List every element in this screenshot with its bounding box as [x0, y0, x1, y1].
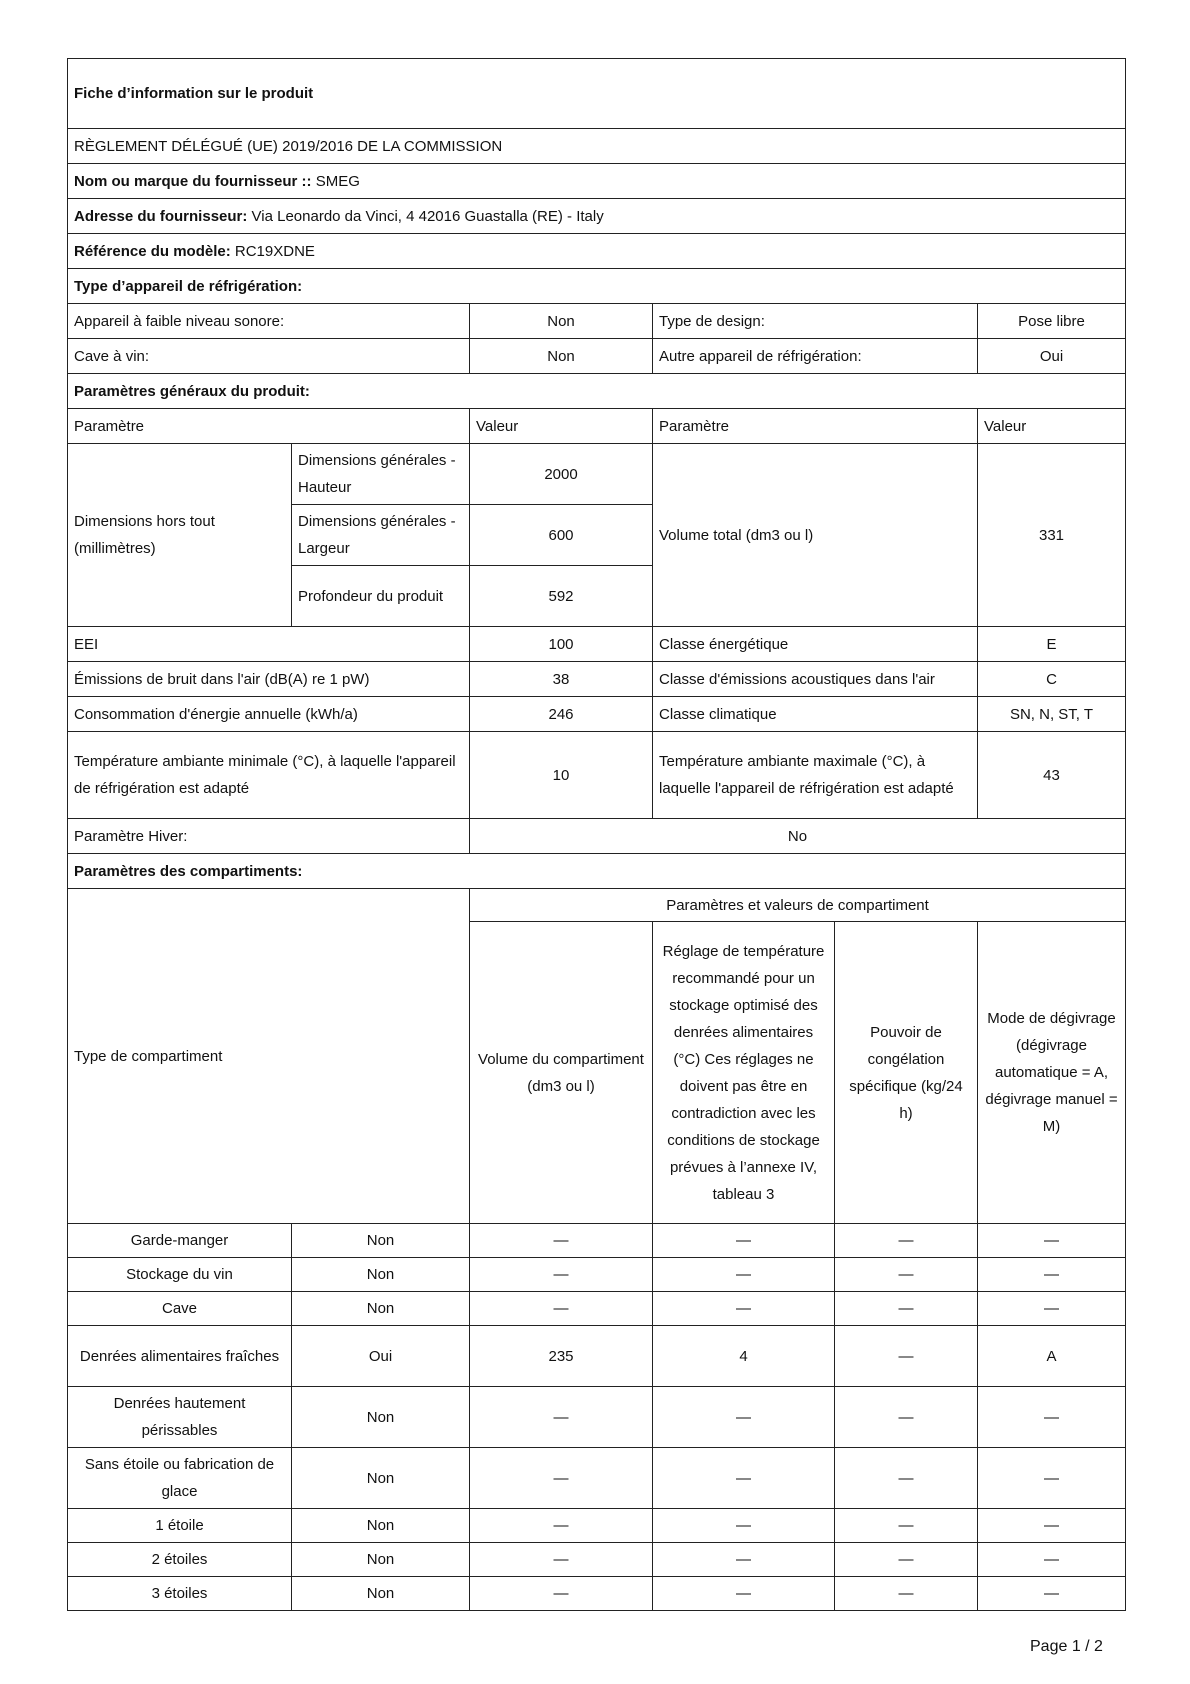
- compartment-volume: —: [470, 1448, 653, 1509]
- compartment-volume: —: [470, 1543, 653, 1577]
- width-value: 600: [470, 505, 653, 566]
- table-row: [68, 1258, 1126, 1292]
- compartment-temperature: —: [653, 1292, 835, 1326]
- design-type-label: Type de design:: [653, 304, 978, 339]
- total-volume-label: Volume total (dm3 ou l): [653, 444, 978, 627]
- compartment-volume: —: [470, 1258, 653, 1292]
- energy-consumption-value: 246: [470, 697, 653, 732]
- appliance-type-heading: [68, 269, 1126, 304]
- other-appliance-value: Oui: [978, 339, 1126, 374]
- regulation-reference: RÈGLEMENT DÉLÉGUÉ (UE) 2019/2016 DE LA COMMISSION: [68, 129, 1126, 164]
- compartment-defrost: —: [978, 1292, 1126, 1326]
- general-parameters-heading: [68, 374, 1126, 409]
- eei-value: 100: [470, 627, 653, 662]
- compartment-freezing: —: [835, 1448, 978, 1509]
- supplier-address-label: Adresse du fournisseur:: [74, 207, 248, 225]
- energy-consumption-label: Consommation d'énergie annuelle (kWh/a): [68, 697, 470, 732]
- compartment-name: Denrées hautement périssables: [68, 1387, 292, 1448]
- compartment-name: Denrées alimentaires fraîches: [68, 1326, 292, 1387]
- table-row: [68, 1509, 1126, 1543]
- overall-dimensions-label: Dimensions hors tout (millimètres): [68, 444, 292, 627]
- compartment-freezing: —: [835, 1224, 978, 1258]
- supplier-address-value: Via Leonardo da Vinci, 4 42016 Guastalla (RE) - Italy: [251, 207, 604, 225]
- min-temperature-value: 10: [470, 732, 653, 819]
- parameter-column-header: Paramètre: [68, 409, 470, 444]
- supplier-name-label: Nom ou marque du fournisseur ::: [74, 172, 312, 190]
- compartment-parameters-heading-text: Paramètres des compartiments:: [74, 862, 303, 880]
- product-information-sheet: [67, 58, 1126, 1611]
- value-column-header: Valeur: [470, 409, 653, 444]
- table-row: [68, 1292, 1126, 1326]
- compartment-freezing: —: [835, 1509, 978, 1543]
- wine-cellar-label: Cave à vin:: [68, 339, 470, 374]
- compartment-present: Non: [292, 1387, 470, 1448]
- table-row: [68, 1326, 1126, 1387]
- compartment-present: Non: [292, 1577, 470, 1611]
- compartment-volume: —: [470, 1387, 653, 1448]
- compartment-temperature: —: [653, 1258, 835, 1292]
- max-temperature-value: 43: [978, 732, 1126, 819]
- model-reference-value: RC19XDNE: [234, 242, 315, 260]
- energy-class-label: Classe énergétique: [653, 627, 978, 662]
- compartment-name: Stockage du vin: [68, 1258, 292, 1292]
- compartment-temperature: —: [653, 1577, 835, 1611]
- model-reference-row: [68, 234, 1126, 269]
- model-reference-label: Référence du modèle:: [74, 242, 231, 260]
- depth-label: Profondeur du produit: [292, 566, 470, 627]
- design-type-value: Pose libre: [978, 304, 1126, 339]
- compartment-freezing: —: [835, 1543, 978, 1577]
- low-noise-value: Non: [470, 304, 653, 339]
- compartment-temperature: —: [653, 1448, 835, 1509]
- compartment-temperature: —: [653, 1224, 835, 1258]
- freezing-capacity-header: Pouvoir de congélation spécifique (kg/24 h): [835, 922, 978, 1224]
- compartment-name: Sans étoile ou fabrication de glace: [68, 1448, 292, 1509]
- compartment-freezing: —: [835, 1292, 978, 1326]
- compartment-name: Cave: [68, 1292, 292, 1326]
- compartment-present: Non: [292, 1448, 470, 1509]
- compartment-present: Non: [292, 1292, 470, 1326]
- width-label: Dimensions générales - Largeur: [292, 505, 470, 566]
- compartment-freezing: —: [835, 1326, 978, 1387]
- other-appliance-label: Autre appareil de réfrigération:: [653, 339, 978, 374]
- max-temperature-label: Température ambiante maximale (°C), à laquelle l'appareil de réfrigération est adapté: [653, 732, 978, 819]
- eei-label: EEI: [68, 627, 470, 662]
- parameter-column-header-2: Paramètre: [653, 409, 978, 444]
- table-row: [68, 1448, 1126, 1509]
- supplier-address-row: [68, 199, 1126, 234]
- wine-cellar-value: Non: [470, 339, 653, 374]
- compartment-defrost: —: [978, 1224, 1126, 1258]
- recommended-temperature-header: Réglage de température recommandé pour un stockage optimisé des denrées alimentaires (°C) Ces réglages ne doivent pas être en contradiction avec les conditions de stockage prévues à l’annexe IV, tableau 3: [653, 922, 835, 1224]
- compartment-name: 2 étoiles: [68, 1543, 292, 1577]
- defrost-mode-header: Mode de dégivrage (dégivrage automatique = A, dégivrage manuel = M): [978, 922, 1126, 1224]
- compartment-name: 1 étoile: [68, 1509, 292, 1543]
- noise-emission-value: 38: [470, 662, 653, 697]
- min-temperature-label: Température ambiante minimale (°C), à laquelle l'appareil de réfrigération est adapté: [68, 732, 470, 819]
- compartment-defrost: —: [978, 1577, 1126, 1611]
- compartment-volume: —: [470, 1577, 653, 1611]
- table-row: [68, 1577, 1126, 1611]
- climate-class-label: Classe climatique: [653, 697, 978, 732]
- compartment-temperature: 4: [653, 1326, 835, 1387]
- compartment-volume: —: [470, 1292, 653, 1326]
- compartment-defrost: —: [978, 1543, 1126, 1577]
- compartment-name: 3 étoiles: [68, 1577, 292, 1611]
- compartment-defrost: —: [978, 1509, 1126, 1543]
- value-column-header-2: Valeur: [978, 409, 1126, 444]
- compartment-present: Oui: [292, 1326, 470, 1387]
- general-parameters-heading-text: Paramètres généraux du produit:: [74, 382, 310, 400]
- low-noise-label: Appareil à faible niveau sonore:: [68, 304, 470, 339]
- compartment-present: Non: [292, 1224, 470, 1258]
- noise-class-label: Classe d'émissions acoustiques dans l'air: [653, 662, 978, 697]
- compartment-volume: 235: [470, 1326, 653, 1387]
- height-label: Dimensions générales - Hauteur: [292, 444, 470, 505]
- total-volume-value: 331: [978, 444, 1126, 627]
- energy-class-value: E: [978, 627, 1126, 662]
- compartment-temperature: —: [653, 1387, 835, 1448]
- compartment-name: Garde-manger: [68, 1224, 292, 1258]
- table-row: [68, 1543, 1126, 1577]
- compartment-volume-header: Volume du compartiment (dm3 ou l): [470, 922, 653, 1224]
- compartment-present: Non: [292, 1258, 470, 1292]
- compartment-freezing: —: [835, 1258, 978, 1292]
- compartment-defrost: A: [978, 1326, 1126, 1387]
- height-value: 2000: [470, 444, 653, 505]
- noise-emission-label: Émissions de bruit dans l'air (dB(A) re 1 pW): [68, 662, 470, 697]
- page-title: Fiche d’information sur le produit: [68, 59, 1126, 129]
- page-number: Page 1 / 2: [1030, 1638, 1103, 1655]
- compartment-temperature: —: [653, 1543, 835, 1577]
- noise-class-value: C: [978, 662, 1126, 697]
- winter-parameter-label: Paramètre Hiver:: [68, 819, 470, 854]
- winter-parameter-value: No: [470, 819, 1126, 854]
- compartment-parameters-heading: [68, 854, 1126, 889]
- compartment-type-header: Type de compartiment: [68, 889, 470, 1224]
- compartment-volume: —: [470, 1224, 653, 1258]
- depth-value: 592: [470, 566, 653, 627]
- compartment-present: Non: [292, 1543, 470, 1577]
- compartment-values-group-header: Paramètres et valeurs de compartiment: [470, 889, 1126, 922]
- climate-class-value: SN, N, ST, T: [978, 697, 1126, 732]
- compartment-temperature: —: [653, 1509, 835, 1543]
- table-row: [68, 1387, 1126, 1448]
- supplier-name-value: SMEG: [315, 172, 360, 190]
- table-row: [68, 1224, 1126, 1258]
- compartment-defrost: —: [978, 1387, 1126, 1448]
- compartment-defrost: —: [978, 1448, 1126, 1509]
- compartment-volume: —: [470, 1509, 653, 1543]
- supplier-name-row: [68, 164, 1126, 199]
- compartment-freezing: —: [835, 1577, 978, 1611]
- compartment-present: Non: [292, 1509, 470, 1543]
- appliance-type-heading-text: Type d’appareil de réfrigération:: [74, 277, 303, 295]
- compartment-defrost: —: [978, 1258, 1126, 1292]
- compartment-freezing: —: [835, 1387, 978, 1448]
